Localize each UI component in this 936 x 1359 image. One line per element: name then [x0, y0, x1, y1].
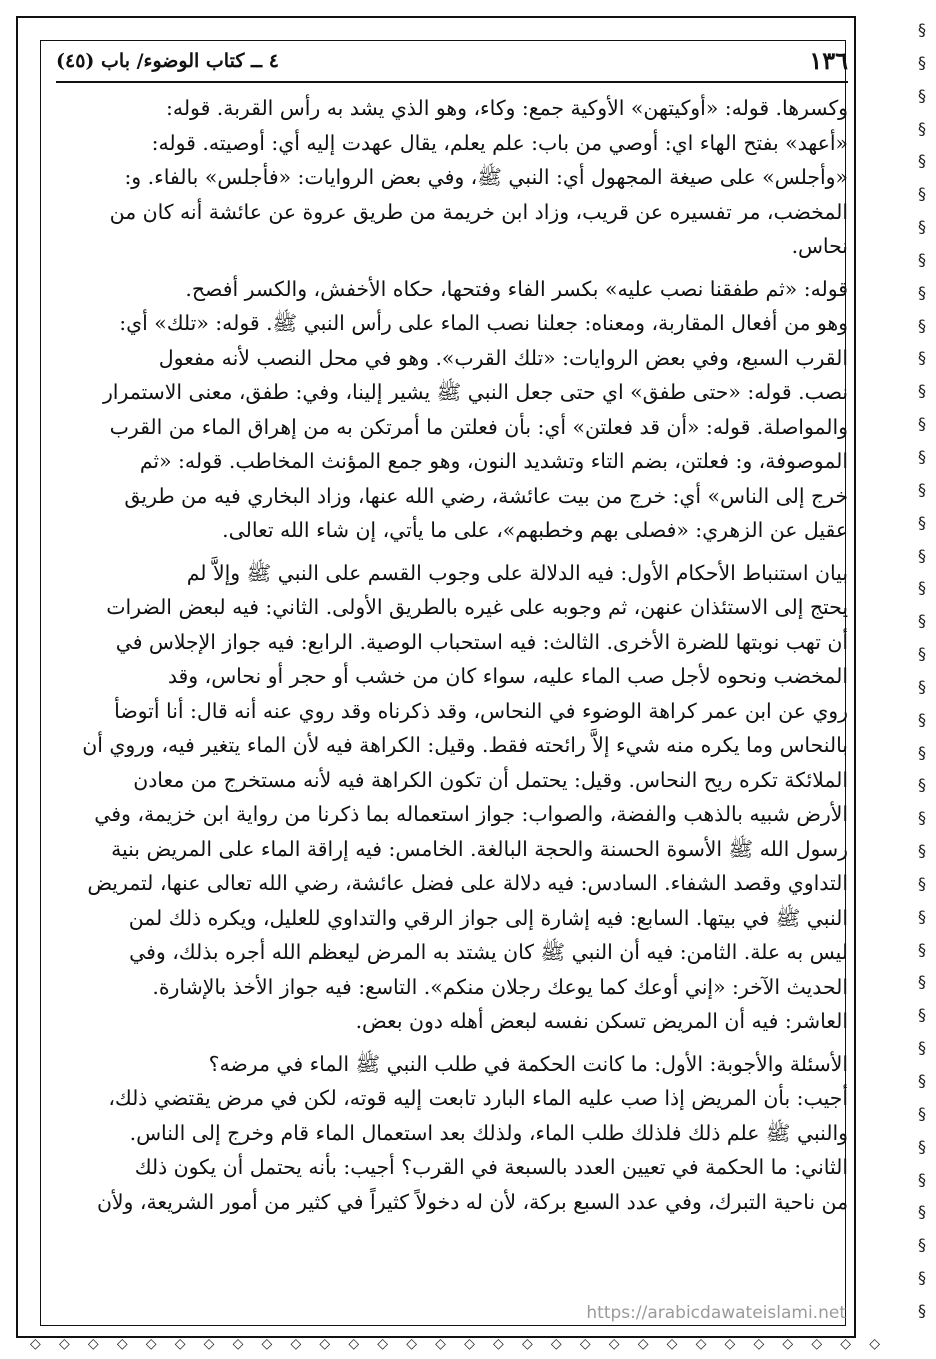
text-line: «وأجلس» على صيغة المجهول أي: النبي ﷺ، وفي بعض الروايات: «فأجلس» بالفاء. و: [124, 165, 848, 189]
text-line: العاشر: فيه أن المريض تسكن نفسه لبعض أهله دون بعض. [355, 1009, 848, 1033]
text-line: قوله: «ثم طفقنا نصب عليه» بكسر الفاء وفتحها، حكاه الأخفش، والكسر أفصح. [185, 276, 848, 301]
paragraph-2 [56, 272, 848, 548]
text-line: الموصوفة، و: فعلتن، بضم التاء وتشديد النون، وهو جمع المؤنث المخاطب. قوله: «ثم [139, 449, 848, 473]
text-line: بالنحاس وما يكره منه شيء إلاَّ رائحته فقط. وقيل: الكراهة فيه لأن الماء يتغير فيه، وروي أن [82, 733, 848, 757]
page-content [56, 46, 848, 1301]
page-header [56, 46, 848, 83]
paragraph-4 [56, 1047, 848, 1220]
text-line: والنبي ﷺ علم ذلك فلذلك طلب الماء، ولذلك بعد استعمال الماء قام وخرج إلى الناس. [129, 1120, 848, 1145]
page-number: ١٣٦ [809, 46, 848, 75]
text-line: رسول الله ﷺ الأسوة الحسنة والحجة البالغة. الخامس: فيه إراقة الماء على المريض بنية [111, 836, 848, 861]
text-line: النبي ﷺ في بيتها. السابع: فيه إشارة إلى جواز الرقي والتداوي للعليل، ويكره ذلك لمن [128, 905, 848, 930]
paragraph-3 [56, 556, 848, 1039]
text-line: روي عن ابن عمر كراهة الوضوء في النحاس، وقد ذكرناه وقد روي عنه أنه قال: أنا أتوضأ [114, 698, 848, 723]
text-line: أجيب: بأن المريض إذا صب عليه الماء البارد تابعت إليه قوته، لكن في مرض يقتضي ذلك، [108, 1086, 848, 1110]
text-line: الأسئلة والأجوبة: الأول: ما كانت الحكمة في طلب النبي ﷺ الماء في مرضه؟ [208, 1051, 848, 1076]
text-line: التداوي وقصد الشفاء. السادس: فيه دلالة على فضل عائشة، رضي الله تعالى عنها، لتمريض [87, 871, 848, 895]
text-line: الملائكة تكره ريح النحاس. وقيل: يحتمل أن تكون الكراهة فيه لأنه مستخرج من معادن [133, 767, 848, 792]
text-line: نصب. قوله: «حتى طفق» اي حتى جعل النبي ﷺ يشير إلينا، وفي: طفق، معنى الاستمرار [102, 380, 848, 404]
text-line: عقيل عن الزهري: «فصلى بهم وخطبهم»، على ما يأتي، إن شاء الله تعالى. [222, 518, 848, 542]
watermark-url: https://arabicdawateislami.net [586, 1303, 846, 1323]
text-line: ليس به علة. الثامن: فيه أن النبي ﷺ كان يشتد به المرض ليعظم الله أجره بذلك، وفي [129, 940, 848, 964]
text-line: نحاس. [791, 234, 848, 258]
decorative-border-bottom: ◇ ◇ ◇ ◇ ◇ ◇ ◇ ◇ ◇ ◇ ◇ ◇ ◇ ◇ ◇ ◇ ◇ ◇ ◇ ◇ ◇ ◇ ◇ ◇ ◇ ◇ ◇ ◇ ◇ ◇ [30, 1336, 880, 1352]
paragraph-1 [56, 91, 848, 264]
text-line: يحتج إلى الاستئذان عنهن، ثم وجوبه على غيره بالطريق الأولى. الثاني: فيه لبعض الضرات [106, 595, 848, 619]
text-line: بيان استنباط الأحكام الأول: فيه الدلالة على وجوب القسم على النبي ﷺ وإلاَّ لم [186, 560, 848, 585]
text-line: وهو من أفعال المقاربة، ومعناه: جعلنا نصب الماء على رأس النبي ﷺ. قوله: «تلك» أي: [119, 311, 848, 335]
text-line: وكسرها. قوله: «أوكيتهن» الأوكية جمع: وكاء، وهو الذي يشد به رأس القربة. قوله: [166, 96, 848, 120]
text-line: خرج إلى الناس» أي: خرج من بيت عائشة، رضي الله عنها، وزاد البخاري فيه من طريق [124, 483, 848, 508]
running-title: ٤ ــ كتاب الوضوء/ باب (٤٥) [56, 49, 279, 72]
text-line: الأرض شبيه بالذهب والفضة، والصواب: جواز استعماله بما ذكرنا من رواية ابن خزيمة، وفي [94, 802, 848, 826]
text-line: الثاني: ما الحكمة في تعيين العدد بالسبعة في القرب؟ أجيب: بأنه يحتمل أن يكون ذلك [134, 1155, 848, 1179]
text-line: الحديث الآخر: «إني أوعك كما يوعك رجلان منكم». التاسع: فيه جواز الأخذ بالإشارة. [152, 974, 848, 999]
text-line: القرب السبع، وفي بعض الروايات: «تلك القرب». وهو في محل النصب لأنه مفعول [158, 345, 848, 370]
text-line: من ناحية التبرك، وفي عدد السبع بركة، لأن له دخولاً كثيراً في كثير من أمور الشريعة، ولأن [96, 1189, 848, 1214]
text-line: والمواصلة. قوله: «أن قد فعلتن» أي: بأن فعلتن ما أمرتكن به من إهراق الماء من القرب [109, 414, 848, 439]
text-line: أن تهب نوبتها للضرة الأخرى. الثالث: فيه استحباب الوصية. الرابع: فيه جواز الإجلاس في [115, 629, 848, 654]
text-line: المخضب ونحوه لأجل صب الماء عليه، سواء كان من خشب أو حجر أو نحاس، وقد [167, 664, 848, 688]
decorative-border-right: § § § § § § § § § § § § § § § § § § § § § § § § § § § § § § § § § § § § § § § § [918, 20, 926, 1320]
text-line: المخضب، مر تفسيره عن قريب، وزاد ابن خريمة من طريق عروة عن عائشة أنه كان من [109, 199, 848, 224]
text-line: «أعهد» بفتح الهاء اي: أوصي من باب: علم يعلم، يقال عهدت إليه أي: أوصيته. قوله: [151, 130, 848, 155]
